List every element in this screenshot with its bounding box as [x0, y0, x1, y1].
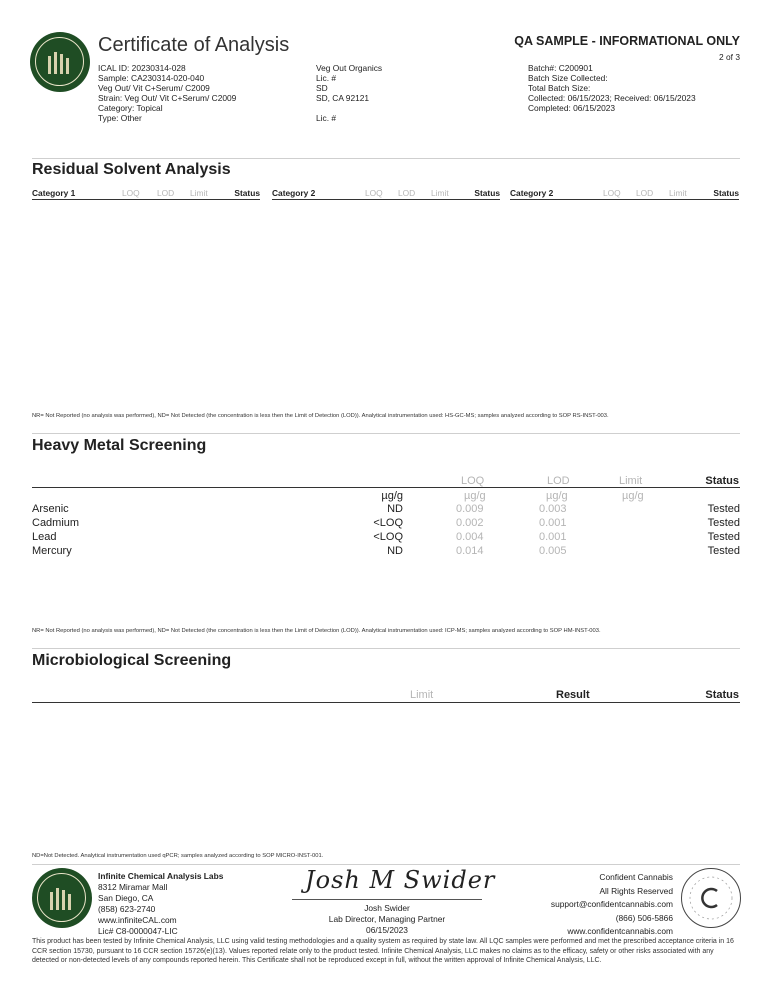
table-header-rule [32, 487, 740, 488]
residual-status-header: Status [234, 188, 260, 198]
lab-website: www.infiniteCAL.com [98, 915, 177, 925]
residual-status-header: Status [713, 188, 739, 198]
collected-received: Collected: 06/15/2023; Received: 06/15/2023 [528, 93, 696, 103]
disclaimer: This product has been tested by Infinite Chemical Analysis, LLC using valid testing methodologies and a quality system as required by state law. All LQC samples were performed and met the prescribed acceptance criteria in 16 CCR section 15730, pursuant to 16 CCR section 15726(e)(13). Values reported relate only to the product tested. Infinite Chemical Analysis, LLC makes no claims as to the efficacy, safety or other risks associated with any detected or non-detected levels of any compounds reported herein. This Certificate shall not be reproduced except in full, without the written approval of Infinite Chemical Analysis, LLC. [32, 938, 734, 964]
residual-title: Residual Solvent Analysis [32, 161, 231, 178]
page-number: 2 of 3 [719, 52, 740, 62]
unit-label: µg/g [464, 490, 486, 502]
cc-phone: (866) 506-5866 [615, 912, 673, 923]
micro-title: Microbiological Screening [32, 652, 232, 669]
analyte-lod: 0.005 [539, 545, 567, 557]
micro-limit-header: Limit [410, 689, 434, 701]
residual-header-group-2 [272, 188, 500, 198]
analyte-name: Arsenic [32, 503, 69, 515]
residual-header-group-3 [510, 188, 739, 198]
unit-label: µg/g [622, 490, 644, 502]
signer-title: Lab Director, Managing Partner [328, 914, 446, 924]
residual-limit-header: Limit [190, 188, 208, 198]
divider [32, 648, 740, 649]
batch-size-collected: Batch Size Collected: [528, 73, 608, 83]
lab-city: San Diego, CA [98, 893, 154, 903]
signature: Josh M Swider [305, 866, 496, 894]
sample-info [98, 63, 308, 123]
residual-loq-header: LOQ [603, 188, 621, 198]
residual-category-header: Category 2 [510, 188, 554, 198]
lab-address: 8312 Miramar Mall [98, 882, 168, 892]
analyte-result: <LOQ [373, 517, 403, 529]
micro-result-header: Result [556, 689, 590, 701]
cc-rights: All Rights Reserved [599, 885, 673, 896]
sample-info-line: Category: Topical [98, 103, 163, 113]
lab-name: Infinite Chemical Analysis Labs [98, 871, 224, 881]
residual-category-header: Category 1 [32, 188, 76, 198]
residual-limit-header: Limit [669, 188, 687, 198]
analyte-lod: 0.003 [539, 503, 567, 515]
page-title: Certificate of Analysis [98, 34, 290, 56]
client-city: SD [316, 83, 328, 93]
analyte-status: Tested [707, 531, 740, 543]
signature-date: 06/15/2023 [366, 925, 408, 935]
residual-status-header: Status [474, 188, 500, 198]
sample-info-line: Sample: CA230314-020-040 [98, 73, 205, 83]
sample-info-line: Strain: Veg Out/ Vit C+Serum/ C2009 [98, 93, 237, 103]
table-header-rule [272, 199, 500, 200]
sample-info-line: Type: Other [98, 113, 142, 123]
analyte-result: ND [387, 503, 403, 515]
analyte-loq: 0.002 [456, 517, 484, 529]
batch-info [528, 63, 748, 113]
table-row [32, 545, 740, 558]
residual-note: NR= Not Reported (no analysis was performed), ND= Not Detected (the concentration is less then the Limit of Detection (LOD)). Analytical instrumentation used: HS-GC-MS; samples analyzed according to SOP RS-INST-003. [32, 413, 609, 419]
metals-note: NR= Not Reported (no analysis was performed), ND= Not Detected (the concentration is less then the Limit of Detection (LOD)). Analytical instrumentation used: ICP-MS; samples analyzed according to SOP HM-INST-003. [32, 628, 601, 634]
residual-lod-header: LOD [157, 188, 175, 198]
cc-name: Confident Cannabis [599, 872, 673, 882]
cc-website: www.confidentcannabis.com [567, 926, 673, 936]
lab-logo [30, 32, 90, 92]
residual-loq-header: LOQ [122, 188, 140, 198]
table-header-rule [32, 702, 740, 703]
client-info [316, 63, 516, 123]
cc-email: support@confidentcannabis.com [550, 899, 673, 909]
signer-name: Josh Swider [364, 903, 410, 913]
residual-lod-header: LOD [398, 188, 416, 198]
divider [32, 158, 740, 159]
metals-lod-header: LOD [547, 475, 570, 487]
table-row [32, 531, 740, 544]
divider [32, 433, 740, 434]
residual-lod-header: LOD [636, 188, 654, 198]
analyte-name: Lead [32, 531, 57, 543]
residual-loq-header: LOQ [365, 188, 383, 198]
analyte-lod: 0.001 [539, 531, 567, 543]
analyte-result: <LOQ [373, 531, 403, 543]
metals-status-header: Status [705, 475, 739, 487]
analyte-lod: 0.001 [539, 517, 567, 529]
analyte-status: Tested [707, 503, 740, 515]
analyte-loq: 0.009 [456, 503, 484, 515]
metals-unit-row [32, 490, 740, 503]
unit-label: µg/g [546, 490, 568, 502]
metals-title: Heavy Metal Screening [32, 437, 207, 454]
lab-flask-icon [45, 50, 75, 76]
lab-phone: (858) 623-2740 [98, 904, 156, 914]
client-name: Veg Out Organics [316, 63, 383, 73]
lab-flask-icon [47, 886, 77, 912]
residual-category-header: Category 2 [272, 188, 316, 198]
confident-cannabis-badge [681, 868, 741, 928]
analyte-loq: 0.014 [456, 545, 484, 557]
completed-date: Completed: 06/15/2023 [528, 103, 616, 113]
total-batch-size: Total Batch Size: [528, 83, 591, 93]
metals-loq-header: LOQ [461, 475, 485, 487]
sample-info-line: Veg Out/ Vit C+Serum/ C2009 [98, 83, 210, 93]
sample-info-line: ICAL ID: 20230314-028 [98, 63, 186, 73]
table-row [32, 517, 740, 530]
table-header-rule [510, 199, 739, 200]
analyte-status: Tested [707, 517, 740, 529]
batch-number: Batch#: C200901 [528, 63, 593, 73]
analyte-name: Cadmium [32, 517, 80, 529]
qa-banner: QA SAMPLE - INFORMATIONAL ONLY [514, 34, 740, 48]
residual-limit-header: Limit [431, 188, 449, 198]
client-address: SD, CA 92121 [316, 93, 370, 103]
micro-status-header: Status [705, 689, 739, 701]
analyte-name: Mercury [32, 545, 72, 557]
lab-contact [98, 871, 288, 937]
residual-header-group-1 [32, 188, 260, 198]
lab-license: Lic# C8-0000047-LIC [98, 926, 178, 936]
table-row [32, 503, 740, 516]
lab-logo-footer [32, 868, 92, 928]
unit-label: µg/g [381, 490, 403, 502]
client-lic: Lic. # [316, 113, 337, 123]
analyte-loq: 0.004 [456, 531, 484, 543]
table-header-rule [32, 199, 260, 200]
micro-note: ND=Not Detected. Analytical instrumentation used qPCR; samples analyzed according to SOP MICRO-INST-001. [32, 853, 324, 859]
client-license: Lic. # [316, 73, 337, 83]
cc-logo-icon [682, 869, 740, 927]
divider [32, 864, 740, 865]
metals-limit-header: Limit [619, 475, 643, 487]
analyte-status: Tested [707, 545, 740, 557]
confident-cannabis-info [453, 871, 673, 939]
analyte-result: ND [387, 545, 403, 557]
